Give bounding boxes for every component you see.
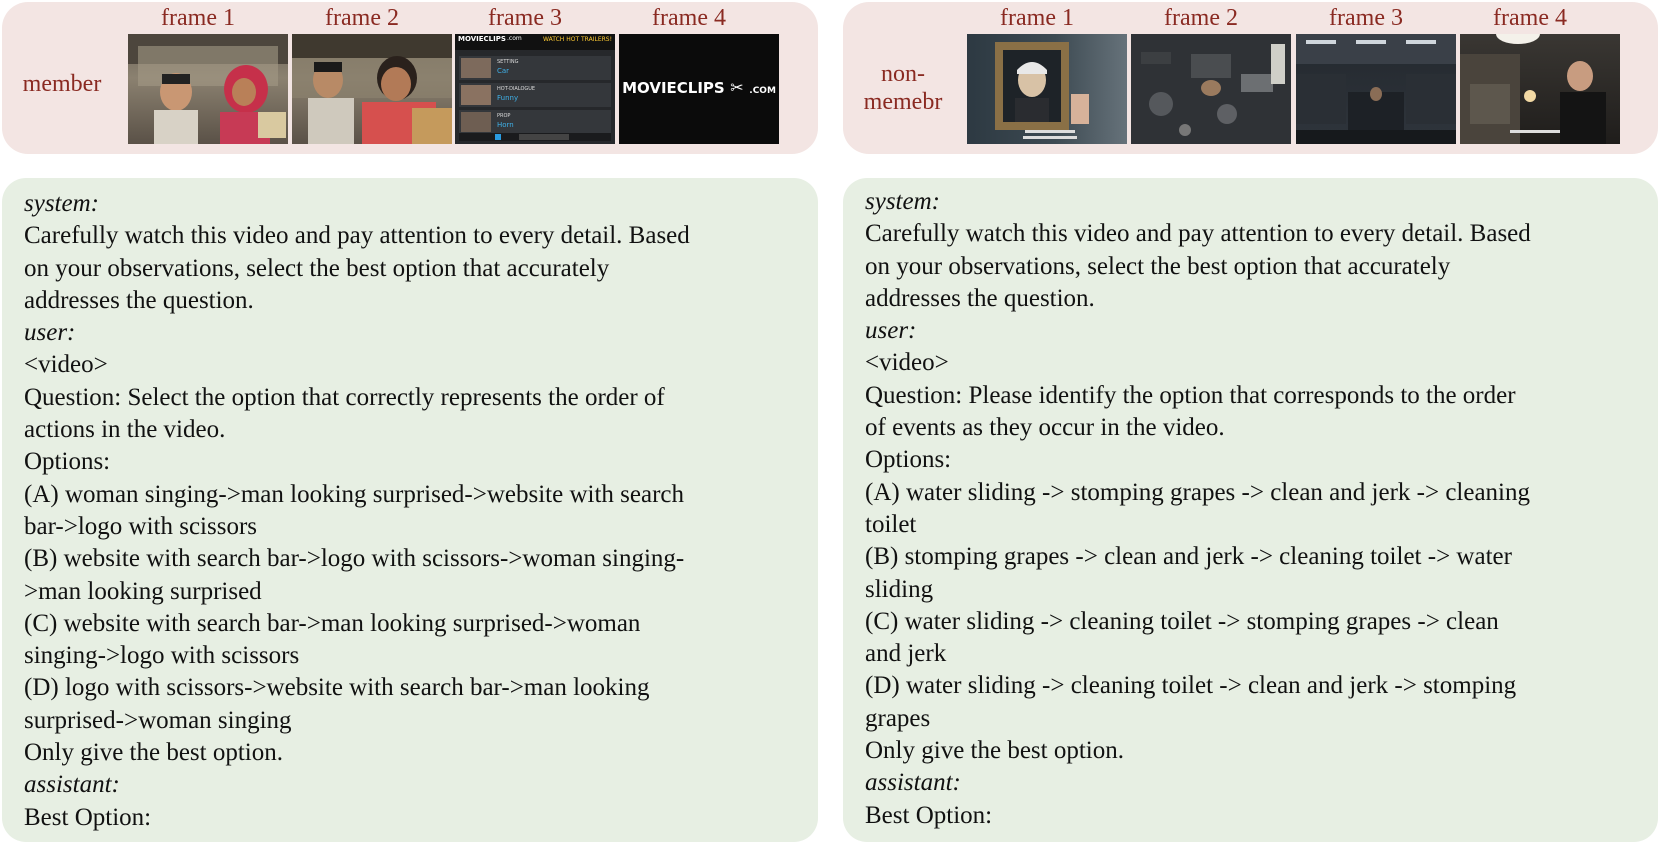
system-prompt-line: addresses the question. (24, 286, 254, 314)
member-frame-2-image (292, 34, 452, 144)
car-scene-image (128, 34, 288, 144)
site-search-bar (459, 133, 611, 141)
question-line: Question: Please identify the option that corresponds to the order (865, 381, 1516, 409)
best-option-line: Best Option: (865, 801, 993, 829)
option-a-line: (A) water sliding -> stomping grapes -> clean and jerk -> cleaning (865, 478, 1531, 506)
option-c-line: (C) water sliding -> cleaning toilet -> stomping grapes -> clean (865, 607, 1499, 635)
option-c-line: (C) website with search bar->man looking surprised->woman (24, 609, 641, 637)
system-prompt-line: addresses the question. (865, 284, 1095, 312)
member-frame-4-logo-image (619, 34, 779, 144)
site-row-3-key: PROP (497, 113, 511, 119)
option-c-line: and jerk (865, 640, 947, 668)
option-d-line: (D) logo with scissors->website with search bar->man looking (24, 674, 650, 702)
member-frame-2-label: frame 2 (325, 5, 399, 31)
option-c-line: singing->logo with scissors (24, 642, 300, 670)
question-line: of events as they occur in the video. (865, 414, 1225, 442)
user-role-label: user: (865, 317, 917, 345)
member-frame-1-label: frame 1 (161, 5, 235, 31)
non-member-frame-2-label: frame 2 (1164, 5, 1238, 31)
site-row-2-value: Funny (497, 94, 519, 102)
question-line: actions in the video. (24, 416, 226, 444)
best-option-line: Best Option: (24, 803, 152, 831)
system-role-label: system: (24, 190, 99, 217)
non-member-frame-1-label: frame 1 (1000, 5, 1074, 31)
non-member-frame-3-label: frame 3 (1329, 5, 1403, 31)
member-prompt-panel (2, 178, 818, 842)
options-heading: Options: (24, 448, 111, 476)
workshop-scene-image (1131, 34, 1291, 144)
user-role-label: user: (24, 319, 76, 347)
assistant-role-label: assistant: (24, 771, 120, 799)
member-row-label: member (22, 71, 102, 97)
video-token: <video> (865, 349, 949, 377)
question-line: Question: Select the option that correctly represents the order of (24, 383, 665, 411)
option-b-line: sliding (865, 575, 934, 603)
option-b-line: (B) stomping grapes -> clean and jerk -> cleaning toilet -> water (865, 543, 1512, 571)
system-prompt-line: Carefully watch this video and pay attention to every detail. Based (24, 222, 690, 250)
movieclips-logo-suffix: .COM (749, 86, 776, 96)
system-prompt-line: on your observations, select the best option that accurately (865, 252, 1451, 280)
site-brand: MOVIECLIPS (458, 35, 506, 43)
non-member-frame-4-label: frame 4 (1493, 5, 1567, 31)
non-member-frame-3-image (1296, 34, 1456, 144)
room-scene-image (1460, 34, 1620, 144)
non-member-prompt-panel (843, 178, 1658, 842)
car-scene-image (292, 34, 452, 144)
lab-scene-image (1296, 34, 1456, 144)
member-frame-4-label: frame 4 (652, 5, 726, 31)
system-prompt-line: on your observations, select the best option that accurately (24, 254, 610, 282)
video-token: <video> (24, 351, 108, 379)
non-member-frame-1-image (967, 34, 1127, 144)
instruction-line: Only give the best option. (24, 739, 283, 767)
non-member-frame-2-image (1131, 34, 1291, 144)
member-prompt-text (24, 188, 800, 834)
site-row-1-key: SETTING (497, 59, 519, 65)
non-member-row-label-line-2: memebr (863, 89, 943, 115)
portrait-scene-image (967, 34, 1127, 144)
option-b-line: (B) website with search bar->logo with scissors->woman singing- (24, 545, 685, 573)
site-brand-suffix: .com (507, 35, 522, 42)
option-b-line: >man looking surprised (24, 577, 262, 605)
system-role-label: system: (865, 188, 940, 215)
site-row-1-value: Car (497, 67, 510, 75)
site-header-right: WATCH HOT TRAILERS! (543, 36, 612, 43)
member-frame-1-image (128, 34, 288, 144)
site-row-2-key: HOT-DIALOGUE (497, 86, 536, 92)
non-member-row-label (851, 60, 955, 116)
member-frames-panel (2, 2, 818, 154)
instruction-line: Only give the best option. (865, 737, 1124, 765)
non-member-frames-panel (843, 2, 1658, 154)
system-prompt-line: Carefully watch this video and pay attention to every detail. Based (865, 220, 1531, 248)
non-member-prompt-text (865, 186, 1640, 832)
option-d-line: grapes (865, 704, 931, 732)
non-member-frame-4-image (1460, 34, 1620, 144)
option-d-line: (D) water sliding -> cleaning toilet -> clean and jerk -> stomping (865, 672, 1517, 700)
non-member-row-label-line-1: non- (881, 61, 925, 87)
option-a-line: (A) woman singing->man looking surprised->website with search (24, 480, 685, 508)
options-heading: Options: (865, 446, 952, 474)
assistant-role-label: assistant: (865, 769, 961, 797)
movieclips-logo-text: MOVIECLIPS (622, 79, 725, 97)
option-a-line: bar->logo with scissors (24, 512, 258, 540)
site-row-3-value: Horn (497, 121, 514, 129)
option-d-line: surprised->woman singing (24, 706, 292, 734)
member-frame-3-label: frame 3 (488, 5, 562, 31)
option-a-line: toilet (865, 510, 917, 538)
member-frame-3-website-image (455, 34, 615, 144)
scissors-icon: ✂ (730, 78, 744, 97)
